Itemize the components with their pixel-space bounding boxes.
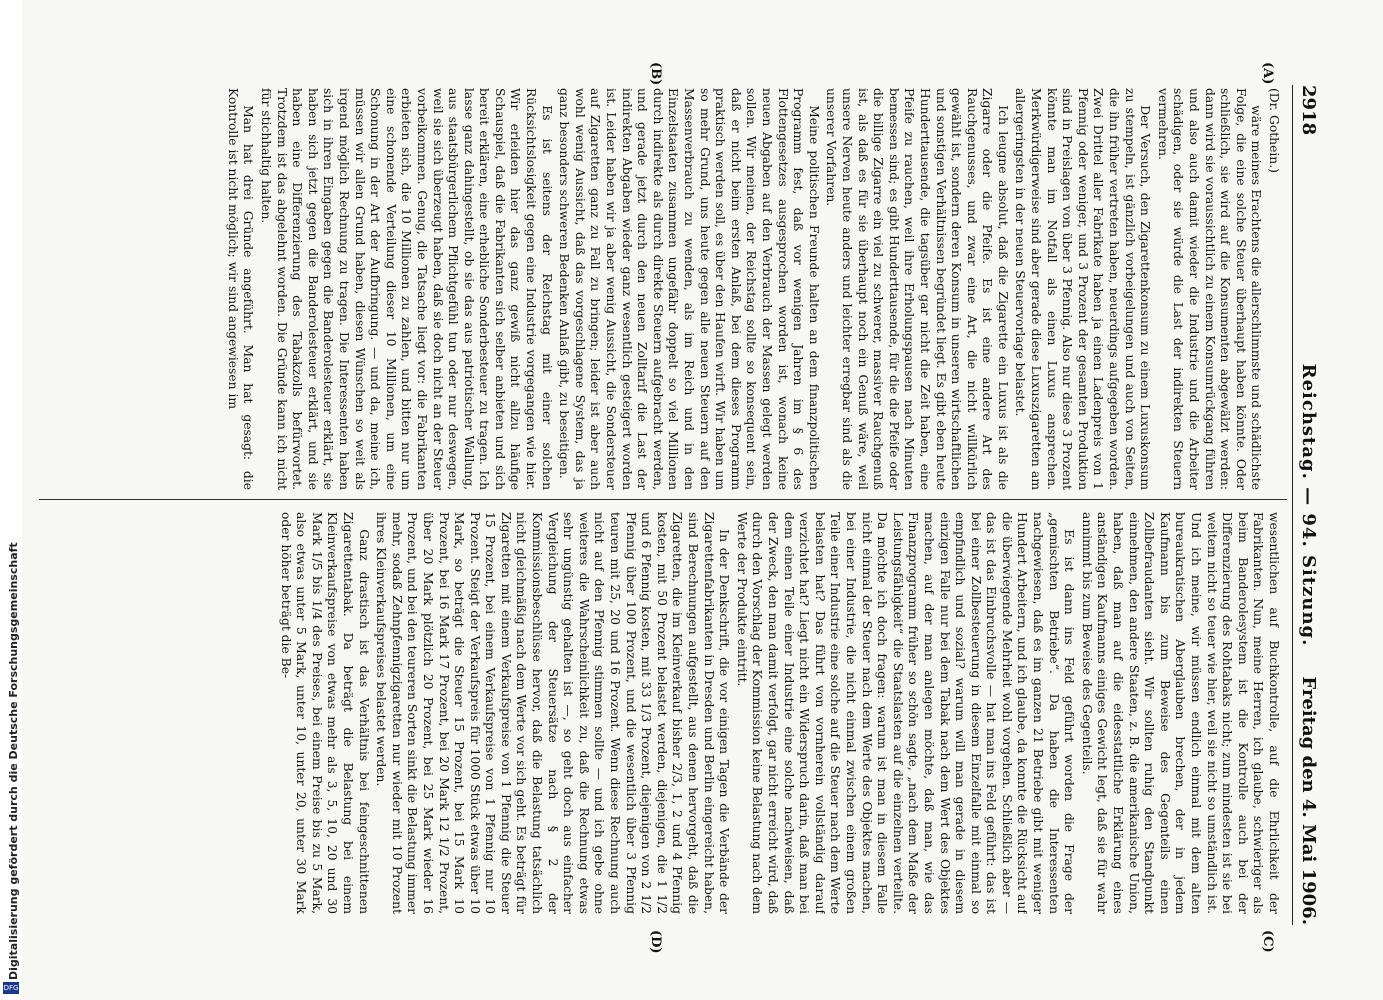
page-header — [1292, 85, 1321, 925]
session-title: Reichstag. — 94. Sitzung. — [1298, 363, 1319, 647]
paragraph: Meine politischen Freunde halten an dem finanzpolitischen Programm fest, daß vor wenigen Jahren im § 6 des Flottengesetzes ausgesprochen worden ist, wonach keine neuen Abgaben auf den Verbrauch der Massen gelegt werden sollen. Wir meinen, der Reichstag sollte so konsequent sein, daß er nicht beim ersten Anlaß, bei dem dieses Programm praktisch werden soll, es über den Haufen wirft. Wir haben um so mehr Grund, uns heute gegen alle neuen Steuern auf den Massenverbrauch zu wenden, als im Reich und in den Einzelstaaten zusammen ungefähr doppelt so viel Millionen durch indirekte als durch direkte Steuern aufgebracht werden, und gerade jetzt durch den neuen Zolltarif die Last der indirekten Abgaben wieder ganz wesentlich gesteigert worden ist. Leider haben wir ja aber wenig Aussicht, die Sondersteuer auf Zigaretten ganz zu Fall zu bringen; leider ist aber auch wohl wenig Aussicht, daß das vorgeschlagene System, das ja ganz besonders schweren Bedenken Anlaß gibt, zu beseitigen. — [557, 88, 821, 490]
paragraph: Ich leugne absolut, daß die Zigarette ein Luxus ist als die Zigarre oder die Pfeife. Es ist eine andere Art des Rauchgenusses, und zwar eine Art, die nicht willkürlich gewählt ist, sondern deren Konsum in unseren wirtschaftlichen und sonstigen Verhältnissen begründet liegt. Es gibt eben heute Hunderttausende, die tagsüber gar nicht die Zeit haben, eine Pfeife zu rauchen, weil ihre Erholungspausen nach Minuten bemessen sind; es gibt Hunderttausende, für die die Pfeife oder die billige Zigarre ein viel zu schwerer, massiver Rauchgenuß ist, als daß es für sie überhaupt noch ein Genuß wäre, weil unsere Nerven heute anders und leichter erregbar sind als die unserer Vorfahren. — [824, 88, 1010, 490]
speaker-label: (Dr. Gothein.) — [1267, 88, 1281, 173]
left-text-column — [41, 88, 1281, 490]
session-date: Freitag den 4. Mai 1906. — [1298, 676, 1319, 925]
paragraph: Es ist dann ins Feld geführt worden die Frage der „gemischten Betriebe“. Da haben die Interessenten nachgewiesen, daß es im ganzen 21 Betriebe gibt mit weniger Hundert Arbeitern, und ich glaube, da konnte die Rücksicht auf die überwiegende Mehrheit wohl vorgehen. Schließlich aber — das ist das Einbruchsvolle — hat man ins Feld geführt: das ist bei einer Zollbesteuerung in diesem Einzelfalle mit einmal so empfindlich und sozial? warum will man gerade in diesem einzigen Falle nur bei dem Tabak nach dem Wert des Objektes machen, auf der man anlegen möchte, daß man, wie das Finanzprogramm früher so schön sagte, „nach dem Maße der Leistungsfähigkeit“ die Staatslasten auf die einzelnen verteilte. Da möchte ich doch fragen: warum ist man in diesem Falle nicht einmal der Steuer nach dem Werte des Objektes machen, bei einer Industrie, die nicht einmal zwischen einem großen Teile einer Industrie eine solche auf die Steuer nach dem Werte belasten hat? Das führt von vornherein vollständig darauf verzichtet hat? Liegt nicht ein Widerspruch darin, daß man bei dem einen Teile einer Industrie eine solche nachweisen, daß der Zweck, den man damit verfolgt, gar nicht erreicht wird, daß durch den Vorschlag der Kommission keine Belastung nach dem Werte der Produkte eintritt. — [734, 512, 1077, 914]
page-number: 2918 — [1298, 85, 1319, 136]
dfg-logo: DFG — [3, 984, 19, 992]
right-text-column — [41, 512, 1281, 914]
paragraph: Man hat drei Gründe angeführt. Man hat gesagt: die Kontrolle ist nicht möglich; wir sind angewiesen im — [225, 88, 256, 490]
margin-mark-b: (B) — [648, 62, 663, 86]
paragraph: Ganz drastisch ist das Verhältnis bei feingeschnittenen Zigarettentabak. Da beträgt die Belastung bei einem Kleinverkaufspreise von etwas mehr als 3, 5, 10, 20 und 30 Mark 1/5 bis 1/4 des Preises, bei einem Preise bis zu 5 Mark, also etwas unter 5 Mark, unter 10, unter 20, unter 30 Mark oder höher beträgt die Be- — [278, 512, 371, 914]
digitization-credit — [0, 0, 22, 1000]
margin-mark-d: (D) — [648, 930, 663, 954]
credit-text: Digitalisierung gefördert durch die Deutsche Forschungsgemeinschaft — [7, 542, 20, 980]
paragraph: wäre meines Erachtens die allerschlimmste und schädlichste Folge, die eine solche Steuer überhaupt haben könnte. Oder schließlich, sie wird auf die Konsumenten abgewälzt werden: dann wird sie voraussichtlich zu einem Konsumrückgang führen und also auch damit wieder die Industrie und die Arbeiter schädigen, oder sie würde die Last der indirekten Steuern vermehren. — [1155, 88, 1264, 490]
paragraph: In der Denkschrift, die vor einigen Tagen die Verbände der Zigarettenfabrikanten in Dresden und Berlin eingereicht haben, sind Berechnungen aufgestellt, aus denen hervorgeht, daß die Zigaretten, die im Kleinverkauf bisher 2/3, 1, 2 und 4 Pfennig kosten, mit 50 Prozent belastet werden, diejenigen, die 1 1/2 und 6 Pfennig kosten, mit 33 1/3 Prozent, diejenigen von 2 1/2 Pfennig über 100 Prozent, und die wesentlich über 3 Pfennig teuren mit 25, 20 und 16 Prozent. Wenn diese Rechnung auch nicht auf den Pfennig stimmen sollte — und ich gebe ohne weiteres die Wahrscheinlichkeit zu, daß die Rechnung etwas sehr ungünstig gehalten ist —, so geht doch aus einfacher Vergleichung der Steuersätze nach § 2 der Kommissionsbeschlüsse hervor, daß die Belastung tatsächlich nicht gleichmäßig nach dem Werte vor sich geht. Es beträgt für Zigaretten mit einem Verkaufspreise von 1 Pfennig die Steuer 15 Prozent, bei einem Verkaufspreise von 1 Pfennig nur 10 Prozent. Steigt der Verkaufspreis für 1000 Stück etwas über 10 Mark, so beträgt die Steuer 15 Prozent, bei 15 Mark 10 Prozent, bei 16 Mark 17 Prozent, bei 20 Mark 12 1/2 Prozent, über 20 Mark plötzlich 20 Prozent, bei 25 Mark wieder 16 Prozent, und bei den teureren Sorten sinkt die Belastung immer mehr, sodaß Zehnpfennigzigaretten nur wieder mit 10 Prozent ihres Kleinverkaufspreises belastet werden. — [374, 512, 732, 914]
column-divider — [39, 499, 1287, 500]
paragraph: Es ist seitens der Reichstag mit einer solchen Rücksichtslosigkeit gegen eine Industrie vorgegangen wie hier. Wir erleiden hier das ganz gewiß nicht allzu häufige Schauspiel, daß die Fabrikanten sich selber anbieten und sich bereit erklären, eine erhebliche Sonderbesteuer zu tragen. Ich lasse ganz dahingestellt, ob sie das aus patriotischer Wallung, aus staatsbürgerlichem Pflichtgefühl tun oder nur deswegen, weil sie sich überzeugt haben, daß sie doch nicht an der Steuer vorbeikommen. Genug, die Tatsache liegt vor: die Fabrikanten erbieten sich, die 10 Millionen zu zahlen, und bitten nur um eine schonende Verteilung dieser 10 Millionen, um eine Schonung in der Art der Aufbringung. — und da, meine ich, müssen wir allen Grund haben, diesen Wünschen so weit als irgend möglich Rechnung zu tragen. Die Interessenten haben sich in ihren Eingaben gegen die Banderolesteuer erklärt, sie haben sich jetzt gegen die Banderolesteuer erklärt, und sie haben eine Differenzierung des Tabakzolls befürwortet. Trotzdem ist das abgelehnt worden. Die Gründe kann ich nicht für stichhaltig halten. — [259, 88, 554, 490]
paragraph: Der Versuch, den Zigarettenkonsum zu einem Luxuskonsum zu stempeln, ist gänzlich vorbeigelungen und auch von Seiten, die ihn früher vertreten haben, neuerdings aufgegeben worden. Zwei Drittel aller Fabrikate haben ja einen Ladenpreis von 1 Pfennig oder weniger, und 3 Prozent der gesamten Produktion sind in Preislagen von über 3 Pfennig. Also nur diese 3 Prozent könnte man im Notfall als einen Luxus ansprechen. Merkwürdigerweise sind aber gerade diese Luxuszigaretten am allergeringsten in der neuen Steuervorlage belastet. — [1013, 88, 1153, 490]
margin-mark-c: (C) — [1260, 930, 1275, 953]
margin-mark-a: (A) — [1260, 62, 1275, 85]
paragraph: wesentlichen auf Buchkontrolle, auf die Ehrlichkeit der Fabrikanten. Nun, meine Herren, ich glaube, schwieriger als beim Banderolesystem ist die Kontrolle auch bei der Differenzierung des Rohtabaks nicht; zum mindesten ist sie bei weitem nicht so teuer wie hier, weil sie nicht so umständlich ist. Und ich meine, wir müssen endlich einmal mit dem alten bureaukratischen Aberglauben brechen, der in jedem Kaufmann bis zum Beweise des Gegenteils einen Zollbefraudanten sieht. Wir sollten ruhig den Standpunkt einnehmen, den andere Staaten, z. B. die amerikanische Union, haben, daß man auf die eidesstattliche Erklärung eines anständigen Kaufmanns einiges Gewicht legt, daß sie für wahr annimmt bis zum Beweise des Gegenteils. — [1079, 512, 1281, 914]
